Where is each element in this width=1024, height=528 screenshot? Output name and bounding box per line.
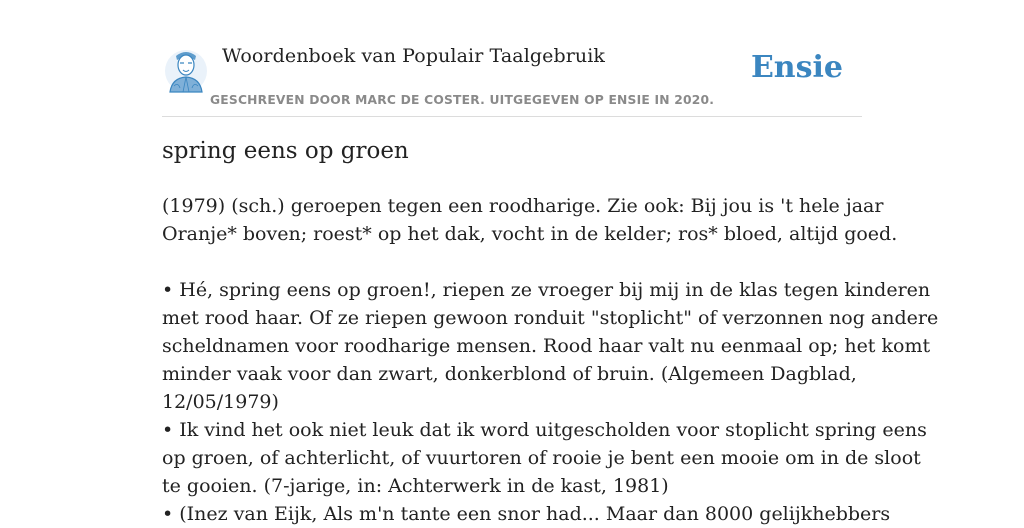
entry-line: minder vaak voor dan zwart, donkerblond of bruin. (Algemeen Dagblad,	[162, 363, 857, 385]
entry-line: • Hé, spring eens op groen!, riepen ze vroeger bij mij in de klas tegen kinderen	[162, 279, 931, 301]
entry-title: spring eens op groen	[162, 138, 409, 164]
entry-line: te gooien. (7-jarige, in: Achterwerk in de kast, 1981)	[162, 475, 669, 497]
entry-body	[162, 192, 939, 528]
entry-line: op groen, of achterlicht, of vuurtoren of rooie je bent een mooie om in de sloot	[162, 447, 921, 469]
ensie-logo[interactable]: Ensie	[750, 50, 843, 85]
paragraph-spacer	[162, 248, 862, 276]
entry-line: • Ik vind het ook niet leuk dat ik word uitgescholden voor stoplicht spring eens	[162, 419, 927, 441]
author-byline: GESCHREVEN DOOR MARC DE COSTER. UITGEGEVEN OP ENSIE IN 2020.	[210, 93, 715, 107]
book-title[interactable]: Woordenboek van Populair Taalgebruik	[222, 45, 606, 67]
author-portrait-icon	[164, 46, 208, 96]
entry-line: • (Inez van Eijk, Als m'n tante een snor had... Maar dan 8000 gelijkhebbers	[162, 503, 891, 525]
entry-line: Oranje* boven; roest* op het dak, vocht in de kelder; ros* bloed, altijd goed.	[162, 223, 898, 245]
site-header	[162, 40, 862, 117]
entry-line: 12/05/1979)	[162, 391, 279, 413]
entry-line: met rood haar. Of ze riepen gewoon ronduit "stoplicht" of verzonnen nog andere	[162, 307, 939, 329]
entry-line: scheldnamen voor roodharige mensen. Rood haar valt nu eenmaal op; het komt	[162, 335, 931, 357]
entry-line: (1979) (sch.) geroepen tegen een roodharige. Zie ook: Bij jou is 't hele jaar	[162, 195, 884, 217]
